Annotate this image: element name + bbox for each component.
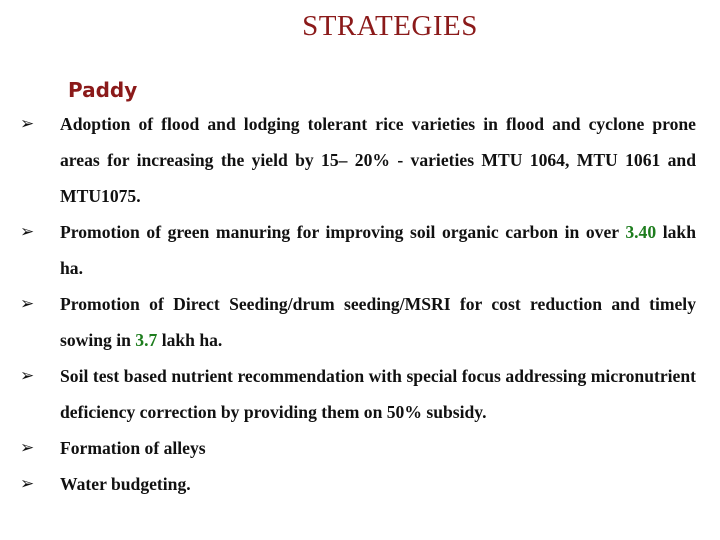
bullet-text: Promotion of green manuring for improving soil organic carbon in over [60,222,626,242]
list-item [20,430,696,466]
section-heading-paddy: Paddy [68,78,138,102]
arrowhead-bullet-icon: ➢ [20,114,35,134]
slide-title: STRATEGIES [302,10,478,42]
list-item [20,106,696,214]
highlighted-number: 3.7 [135,330,158,350]
bullet-text: Adoption of flood and lodging tolerant rice varieties in flood and cyclone prone areas for increasing the yield by 15– 20% - varieties MTU 1064, MTU 1061 and MTU1075. [60,114,696,206]
list-item [20,358,696,430]
arrowhead-bullet-icon: ➢ [20,294,35,314]
bullet-text: Water budgeting. [60,474,191,494]
arrowhead-bullet-icon: ➢ [20,366,35,386]
bullet-text: Soil test based nutrient recommendation with special focus addressing micronutrient deficiency correction by providing them on 50% subsidy. [60,366,696,422]
bullet-text: Promotion of Direct Seeding/drum seeding/MSRI for cost reduction and timely sowing in [60,294,696,350]
bullet-text-suffix: lakh ha. [157,330,223,350]
list-item [20,466,696,502]
list-item [20,286,696,358]
list-item [20,214,696,286]
strategy-list [20,106,696,502]
bullet-text-suffix: lakh ha. [60,222,696,278]
arrowhead-bullet-icon: ➢ [20,438,35,458]
highlighted-number: 3.40 [625,222,657,242]
bullet-text: Formation of alleys [60,438,206,458]
arrowhead-bullet-icon: ➢ [20,222,35,242]
arrowhead-bullet-icon: ➢ [20,474,35,494]
